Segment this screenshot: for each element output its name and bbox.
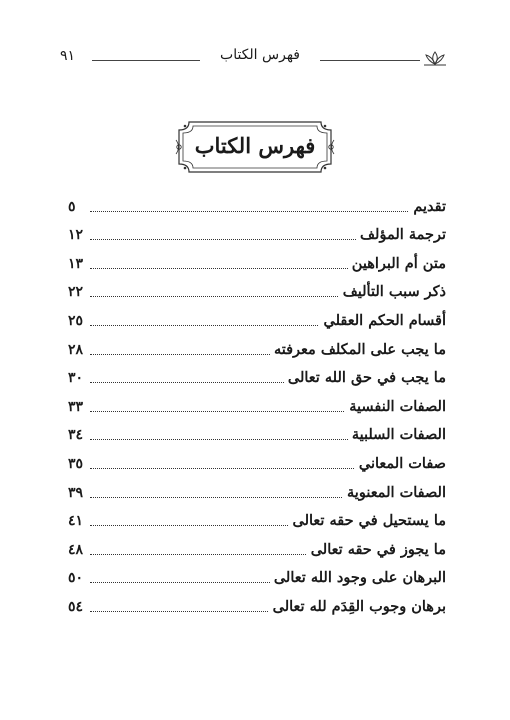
toc-entry [68,507,446,536]
toc-entry [68,192,446,221]
toc-entry-title: ما يستحيل في حقه تعالى [289,512,446,529]
toc-entry-page: ٢٥ [68,313,87,329]
toc-entry-title: الصفات السلبية [348,426,446,443]
toc-entry-title: أقسام الحكم العقلي [319,312,446,329]
toc-entry-title: ذكر سبب التأليف [339,283,446,300]
toc-entry-page: ٢٨ [68,342,87,358]
title-cartouche [175,118,335,176]
toc-entry-page: ٥٤ [68,599,87,615]
running-header [0,0,510,80]
toc-entry [68,535,446,564]
toc-entry-page: ٤١ [68,513,87,529]
header-rule-right [320,60,420,61]
toc-entry [68,449,446,478]
toc-entry-title: الصفات النفسية [345,398,446,415]
toc-entry-title: ترجمة المؤلف [356,226,446,243]
toc-entry-page: ٣٥ [68,456,87,472]
toc-entry-page: ٢٢ [68,284,87,300]
toc-entry [68,392,446,421]
toc-entry [68,335,446,364]
toc-entry [68,306,446,335]
toc-entry [68,221,446,250]
toc-entry [68,478,446,507]
toc-entry-page: ٣٤ [68,427,87,443]
toc-entry-title: متن أم البراهين [348,255,446,272]
toc-entry [68,249,446,278]
toc-entry-title: البرهان على وجود الله تعالى [270,569,446,586]
toc-entry-title: صفات المعاني [355,455,446,472]
toc-entry [68,278,446,307]
toc-entry [68,592,446,621]
dotted-leader [90,211,446,212]
toc-entry-page: ٥ [68,199,80,215]
toc-entry-page: ٤٨ [68,542,87,558]
page-number: ٩١ [60,48,76,64]
toc-entry-page: ١٢ [68,227,87,243]
toc-entry-title: ما يجب على المكلف معرفته [270,341,446,358]
toc-title: فهرس الكتاب [194,133,316,158]
toc-entry-page: ٣٣ [68,399,87,415]
toc-entry [68,364,446,393]
toc-entry-title: برهان وجوب القِدَم لله تعالى [269,598,446,615]
toc-entry-title: الصفات المعنوية [343,484,446,501]
toc-list [68,192,446,621]
lotus-ornament-icon [422,50,448,66]
toc-entry-title: ما يجوز في حقه تعالى [307,541,446,558]
running-title: فهرس الكتاب [220,47,300,63]
toc-entry-title: ما يجب في حق الله تعالى [284,369,446,386]
toc-entry-page: ١٣ [68,256,87,272]
toc-entry-page: ٣٠ [68,370,87,386]
toc-entry-title: تقديم [409,198,446,215]
toc-entry [68,421,446,450]
toc-entry [68,564,446,593]
toc-entry-page: ٣٩ [68,485,87,501]
header-rule-left [92,60,200,61]
toc-entry-page: ٥٠ [68,570,87,586]
